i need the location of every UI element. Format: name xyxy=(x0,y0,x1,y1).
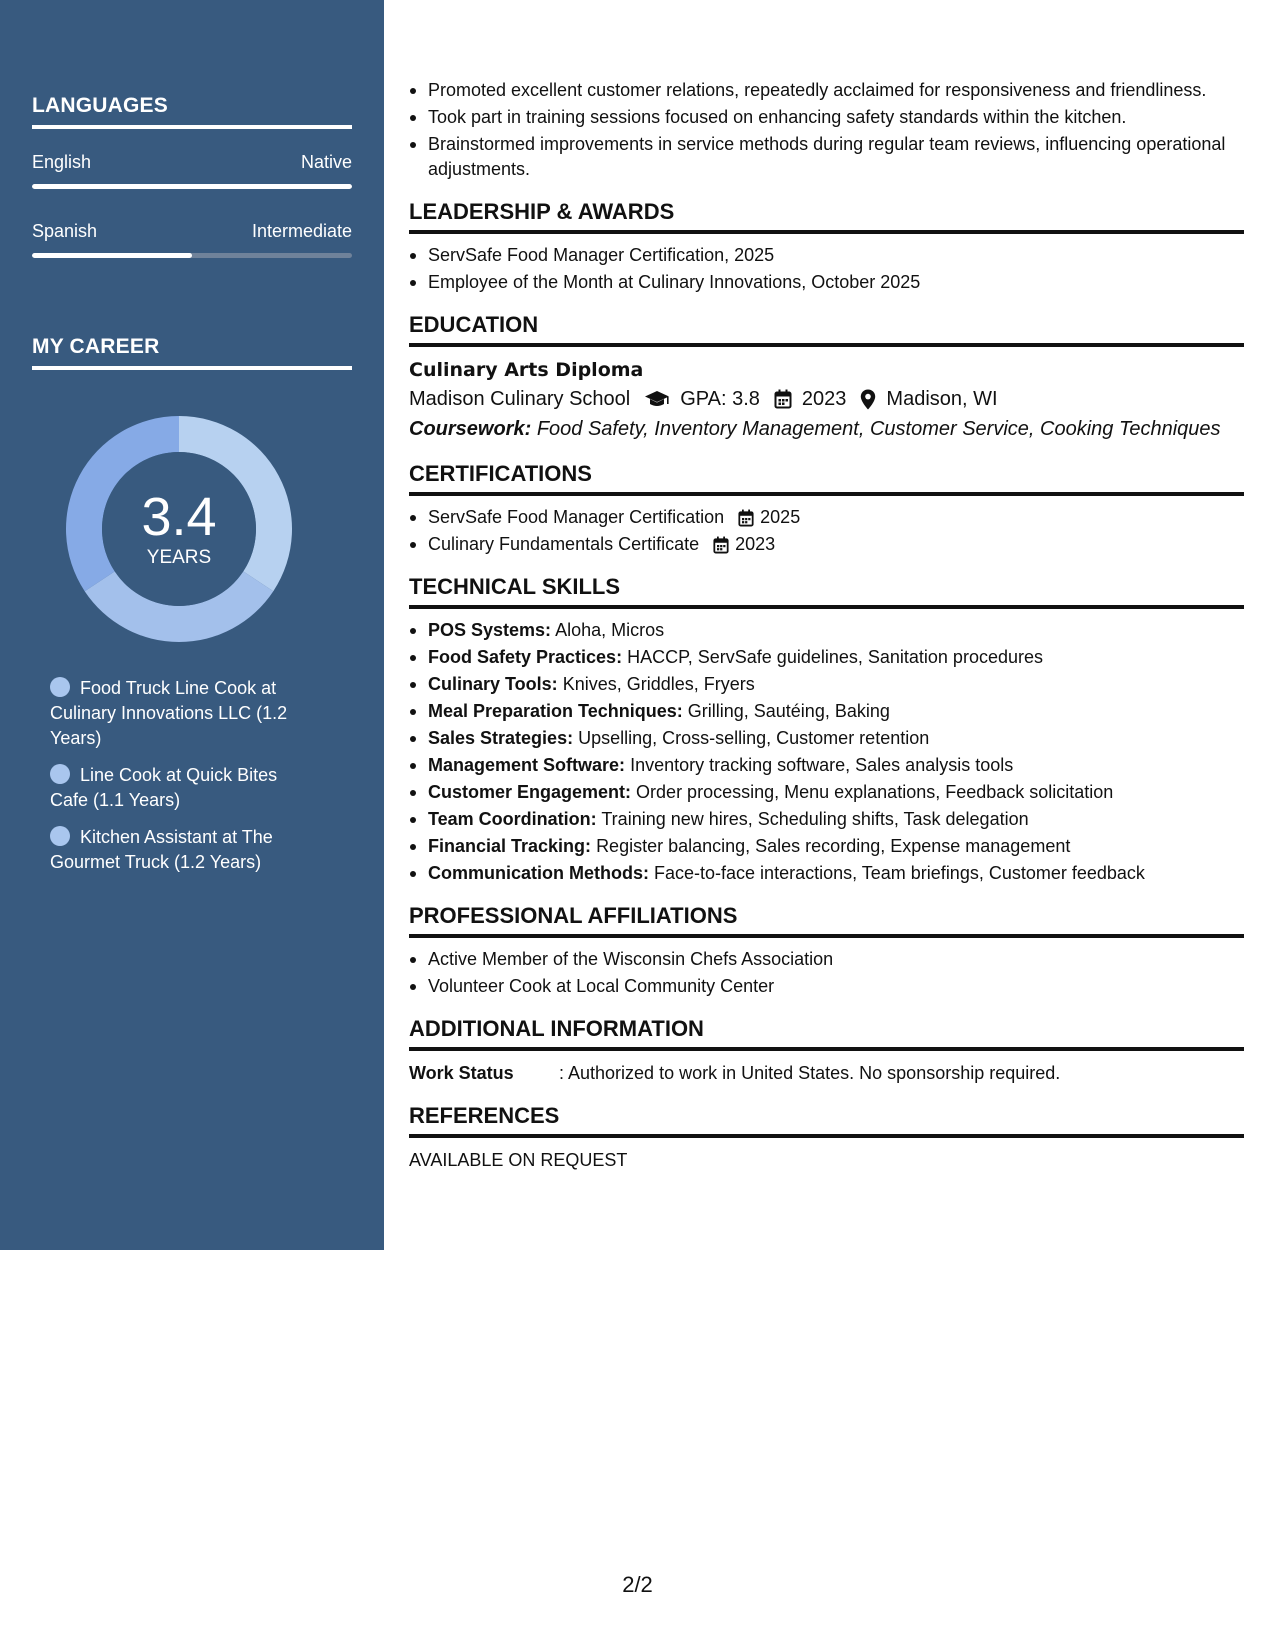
language-bar-spanish xyxy=(32,253,352,258)
work-status-value: : Authorized to work in United States. No sponsorship required. xyxy=(559,1063,1061,1083)
career-donut-center xyxy=(66,416,292,642)
affiliations-section xyxy=(409,903,1244,999)
skill-label: Culinary Tools: xyxy=(428,674,558,694)
skill-label: Management Software: xyxy=(428,755,626,775)
affiliation-item: Volunteer Cook at Local Community Center xyxy=(409,974,1244,999)
skill-label: Financial Tracking: xyxy=(428,836,592,856)
work-status-label: Work Status xyxy=(409,1063,514,1083)
skill-label: Customer Engagement: xyxy=(428,782,632,802)
graduation-year: 2023 xyxy=(801,388,847,410)
skill-value: Knives, Griddles, Fryers xyxy=(562,674,755,694)
references-section xyxy=(409,1103,1244,1173)
certification-item xyxy=(409,532,1244,557)
affiliations-title: PROFESSIONAL AFFILIATIONS xyxy=(409,903,1244,938)
experience-bullet: Brainstormed improvements in service methods during regular team reviews, influencing operational adjustments. xyxy=(409,132,1244,182)
skill-item xyxy=(409,834,1244,859)
skill-item xyxy=(409,780,1244,805)
skill-value: Upselling, Cross-selling, Customer retention xyxy=(578,728,930,748)
location-pin-icon xyxy=(860,389,876,410)
career-item xyxy=(50,763,312,813)
career-dot-icon xyxy=(50,677,70,697)
career-item xyxy=(50,825,312,875)
career-item-label: Kitchen Assistant at The Gourmet Truck (1.2 Years) xyxy=(50,827,273,872)
skill-value: Aloha, Micros xyxy=(555,620,665,640)
career-total-unit: YEARS xyxy=(146,547,212,568)
certification-year: 2023 xyxy=(735,534,776,554)
degree-name: Culinary Arts Diploma xyxy=(409,359,644,381)
coursework xyxy=(409,414,1244,444)
certifications-title: CERTIFICATIONS xyxy=(409,461,1244,496)
certification-name: ServSafe Food Manager Certification xyxy=(428,507,725,527)
calendar-icon xyxy=(713,536,729,554)
skill-item xyxy=(409,618,1244,643)
languages-title: LANGUAGES xyxy=(32,94,352,129)
references-title: REFERENCES xyxy=(409,1103,1244,1138)
leadership-item: ServSafe Food Manager Certification, 2025 xyxy=(409,243,1244,268)
technical-skills-title: TECHNICAL SKILLS xyxy=(409,574,1244,609)
education-section xyxy=(409,312,1244,444)
references-text: AVAILABLE ON REQUEST xyxy=(409,1150,628,1170)
career-list xyxy=(50,676,312,887)
language-name: English xyxy=(32,152,92,172)
skill-item xyxy=(409,645,1244,670)
calendar-icon xyxy=(774,389,792,409)
skill-label: Meal Preparation Techniques: xyxy=(428,701,683,721)
skill-item xyxy=(409,861,1244,886)
skill-label: Sales Strategies: xyxy=(428,728,574,748)
skill-label: POS Systems: xyxy=(428,620,552,640)
experience-bullet: Promoted excellent customer relations, repeatedly acclaimed for responsiveness and friendliness. xyxy=(409,78,1244,103)
certifications-section xyxy=(409,461,1244,557)
skill-item xyxy=(409,672,1244,697)
career-donut-chart xyxy=(66,416,292,642)
education-meta xyxy=(409,384,1244,414)
skill-value: HACCP, ServSafe guidelines, Sanitation procedures xyxy=(627,647,1043,667)
language-row-spanish xyxy=(32,221,352,242)
leadership-title: LEADERSHIP & AWARDS xyxy=(409,199,1244,234)
graduation-cap-icon xyxy=(644,389,670,409)
skill-value: Grilling, Sautéing, Baking xyxy=(687,701,890,721)
language-bar-fill xyxy=(32,253,192,258)
language-level: Native xyxy=(300,152,352,172)
main-content xyxy=(409,78,1244,1173)
language-bar-english xyxy=(32,184,352,189)
career-item-label: Food Truck Line Cook at Culinary Innovations LLC (1.2 Years) xyxy=(50,678,288,748)
skill-value: Register balancing, Sales recording, Expense management xyxy=(596,836,1071,856)
sidebar xyxy=(0,0,384,1250)
career-item-label: Line Cook at Quick Bites Cafe (1.1 Years) xyxy=(50,765,278,810)
career-title: MY CAREER xyxy=(32,335,352,370)
skill-item xyxy=(409,726,1244,751)
gpa: GPA: 3.8 xyxy=(680,388,760,410)
skill-value: Face-to-face interactions, Team briefings, Customer feedback xyxy=(654,863,1145,883)
language-bar-fill xyxy=(32,184,352,189)
technical-skills-section xyxy=(409,574,1244,886)
skill-value: Order processing, Menu explanations, Feedback solicitation xyxy=(636,782,1114,802)
leadership-item: Employee of the Month at Culinary Innovations, October 2025 xyxy=(409,270,1244,295)
school-name: Madison Culinary School xyxy=(409,388,631,410)
certification-year: 2025 xyxy=(760,507,801,527)
experience-bullets xyxy=(409,78,1244,182)
skill-value: Inventory tracking software, Sales analysis tools xyxy=(630,755,1014,775)
career-dot-icon xyxy=(50,764,70,784)
affiliation-item: Active Member of the Wisconsin Chefs Association xyxy=(409,947,1244,972)
language-name: Spanish xyxy=(32,221,98,241)
career-total-value: 3.4 xyxy=(141,487,217,547)
education-title: EDUCATION xyxy=(409,312,1244,347)
additional-section xyxy=(409,1016,1244,1086)
coursework-list: Food Safety, Inventory Management, Customer Service, Cooking Techniques xyxy=(536,418,1221,440)
language-level: Intermediate xyxy=(251,221,352,241)
work-status-row xyxy=(409,1060,1244,1086)
skill-label: Food Safety Practices: xyxy=(428,647,623,667)
school-location: Madison, WI xyxy=(886,388,998,410)
skill-label: Communication Methods: xyxy=(428,863,649,883)
skill-item xyxy=(409,699,1244,724)
coursework-label: Coursework: xyxy=(409,418,532,440)
skill-value: Training new hires, Scheduling shifts, Task delegation xyxy=(601,809,1029,829)
calendar-icon xyxy=(738,509,754,527)
career-dot-icon xyxy=(50,826,70,846)
language-row-english xyxy=(32,152,352,173)
additional-title: ADDITIONAL INFORMATION xyxy=(409,1016,1244,1051)
experience-bullet: Took part in training sessions focused on enhancing safety standards within the kitchen. xyxy=(409,105,1244,130)
page-number: 2/2 xyxy=(622,1572,653,1597)
skill-item xyxy=(409,753,1244,778)
certification-name: Culinary Fundamentals Certificate xyxy=(428,534,700,554)
skill-item xyxy=(409,807,1244,832)
skill-label: Team Coordination: xyxy=(428,809,597,829)
certification-item xyxy=(409,505,1244,530)
leadership-section xyxy=(409,199,1244,295)
career-item xyxy=(50,676,312,751)
